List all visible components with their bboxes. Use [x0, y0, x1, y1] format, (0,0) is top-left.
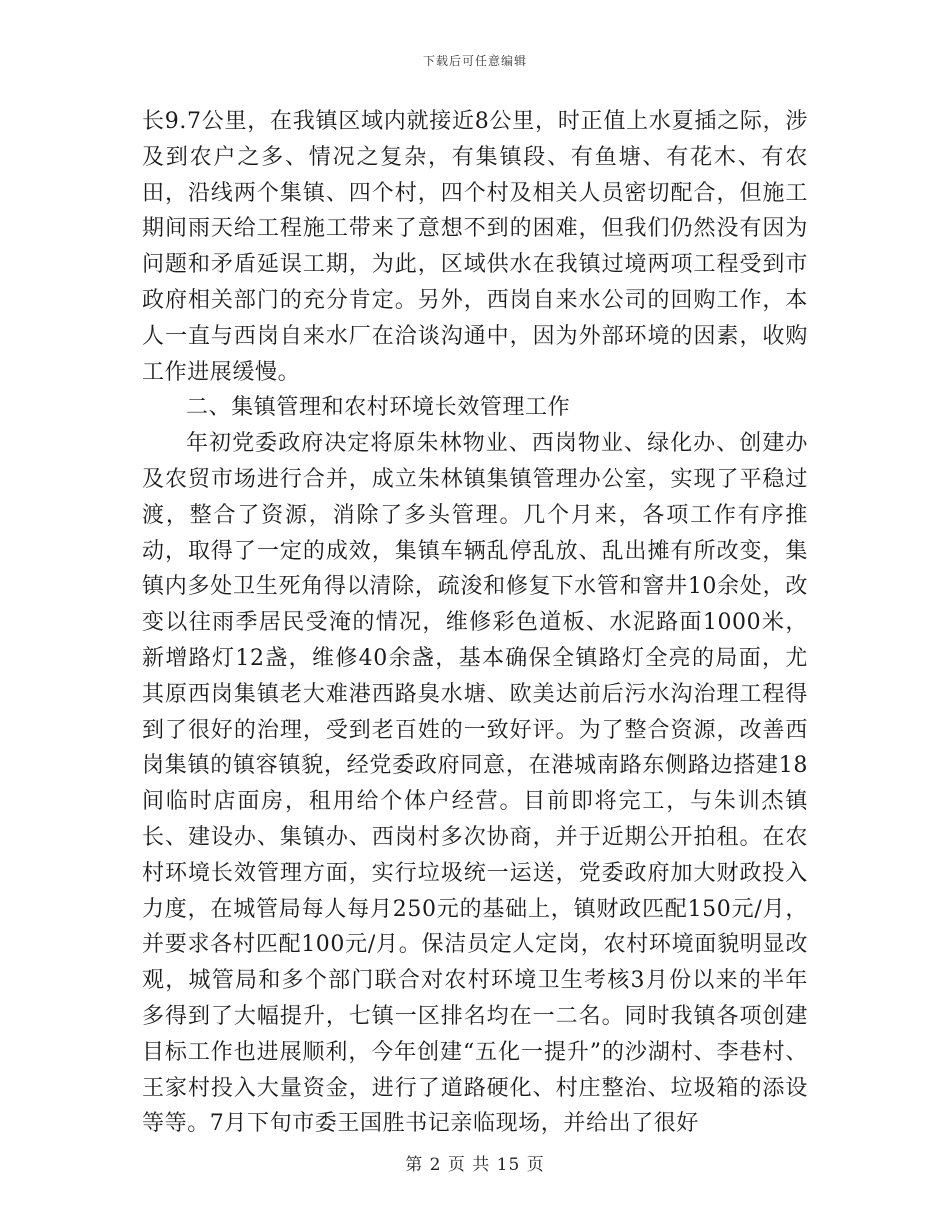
- footer-suffix: 页: [526, 1155, 545, 1175]
- header-note: 下载后可任意编辑: [422, 54, 527, 68]
- footer-total-pages: 15: [496, 1155, 521, 1175]
- document-body: [142, 104, 808, 1142]
- page-footer: [0, 1150, 950, 1175]
- section-heading: 二、集镇管理和农村环境长效管理工作: [186, 395, 571, 421]
- footer-middle: 页 共: [447, 1155, 491, 1175]
- footer-page-number: 2: [429, 1155, 442, 1175]
- paragraph-continued: 长9.7公里，在我镇区域内就接近8公里，时正值上水夏插之际，涉及到农户之多、情况之复杂，有集镇段、有鱼塘、有花木、有农田，沿线两个集镇、四个村，四个村及相关人员密切配合，但施工期间雨天给工程施工带来了意想不到的困难，但我们仍然没有因为问题和矛盾延误工期，为此，区域供水在我镇过境两项工程受到市政府相关部门的充分肯定。另外，西岗自来水公司的回购工作，本人一直与西岗自来水厂在洽谈沟通中，因为外部环境的因素，收购工作进展缓慢。: [142, 109, 808, 385]
- paragraph-main: 年初党委政府决定将原朱林物业、西岗物业、绿化办、创建办及农贸市场进行合并，成立朱林镇集镇管理办公室，实现了平稳过渡，整合了资源，消除了多头管理。几个月来，各项工作有序推动，取得了一定的成效，集镇车辆乱停乱放、乱出摊有所改变，集镇内多处卫生死角得以清除，疏浚和修复下水管和窨井10余处，改变以往雨季居民受淹的情况，维修彩色道板、水泥路面1000米，新增路灯12盏，维修40余盏，基本确保全镇路灯全亮的局面，尤其原西岗集镇老大难港西路臭水塘、欧美达前后污水沟治理工程得到了很好的治理，受到老百姓的一致好评。为了整合资源，改善西岗集镇的镇容镇貌，经党委政府同意，在港城南路东侧路边搭建18间临时店面房，租用给个体户经营。目前即将完工，与朱训杰镇长、建设办、集镇办、西岗村多次协商，并于近期公开拍租。在农村环境长效管理方面，实行垃圾统一运送，党委政府加大财政投入力度，在城管局每人每月250元的基础上，镇财政匹配150元/月，并要求各村匹配100元/月。保洁员定人定岗，农村环境面貌明显改观，城管局和多个部门联合对农村环境卫生考核3月份以来的半年多得到了大幅提升，七镇一区排名均在一二名。同时我镇各项创建目标工作也进展顺利，今年创建“五化一提升”的沙湖村、李巷村、王家村投入大量资金，进行了道路硬化、村庄整治、垃圾箱的添设等等。7月下旬市委王国胜书记亲临现场，并给出了很好: [142, 431, 808, 1137]
- page-header: [0, 52, 950, 69]
- footer-prefix: 第: [405, 1155, 424, 1175]
